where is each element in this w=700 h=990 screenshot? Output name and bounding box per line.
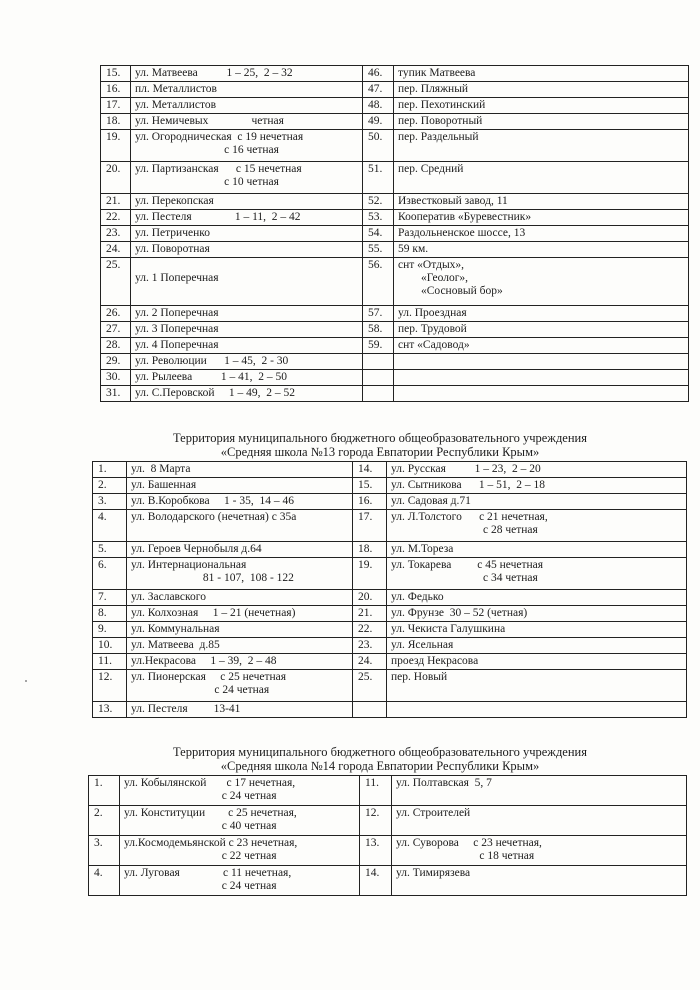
address-cell: ул. Немичевых четная <box>131 114 363 130</box>
row-number: 15. <box>353 478 387 494</box>
row-number: 6. <box>93 558 127 590</box>
address-cell: ул. Коммунальная <box>127 622 353 638</box>
address-cell: ул. Металлистов <box>131 98 363 114</box>
address-cell: ул. Проездная <box>394 306 689 322</box>
table-row <box>101 338 689 354</box>
address-cell: ул. Ясельная <box>387 638 687 654</box>
row-number: 14. <box>360 866 392 896</box>
address-cell: ул. Фрунзе 30 – 52 (четная) <box>387 606 687 622</box>
address-cell: ул.Космодемьянской с 23 нечетная, с 22 четная <box>120 836 360 866</box>
section-title-line-2: «Средняя школа №13 города Евпатории Республики Крым» <box>220 445 540 459</box>
section-title-line-1: Территория муниципального бюджетного общеобразовательного учреждения <box>173 431 587 445</box>
table-row <box>93 590 687 606</box>
table-row <box>93 622 687 638</box>
address-cell: пер. Пехотинский <box>394 98 689 114</box>
address-cell: ул. Матвеева 1 – 25, 2 – 32 <box>131 66 363 82</box>
row-number: 53. <box>363 210 394 226</box>
table-row <box>93 462 687 478</box>
row-number: 31. <box>101 386 131 402</box>
address-cell: ул. Л.Толстого с 21 нечетная, с 28 четная <box>387 510 687 542</box>
row-number: 47. <box>363 82 394 98</box>
row-number: 20. <box>101 162 131 194</box>
row-number: 27. <box>101 322 131 338</box>
row-number: 21. <box>353 606 387 622</box>
row-number: 24. <box>101 242 131 258</box>
address-cell: пл. Металлистов <box>131 82 363 98</box>
address-cell: ул. Интернациональная 81 - 107, 108 - 122 <box>127 558 353 590</box>
address-cell: тупик Матвеева <box>394 66 689 82</box>
address-cell: пер. Пляжный <box>394 82 689 98</box>
address-cell: снт «Садовод» <box>394 338 689 354</box>
address-cell: ул. Героев Чернобыля д.64 <box>127 542 353 558</box>
address-cell: пер. Поворотный <box>394 114 689 130</box>
table-row <box>89 836 687 866</box>
row-number: 58. <box>363 322 394 338</box>
address-cell: ул. Володарского (нечетная) с 35а <box>127 510 353 542</box>
address-cell: ул. Заславского <box>127 590 353 606</box>
table-row <box>93 670 687 702</box>
table-row <box>101 258 689 306</box>
row-number: 13. <box>360 836 392 866</box>
address-cell: ул. 2 Поперечная <box>131 306 363 322</box>
section-title-line-2: «Средняя школа №14 города Евпатории Республики Крым» <box>220 759 540 773</box>
table-row <box>101 386 689 402</box>
address-cell: пер. Трудовой <box>394 322 689 338</box>
table-row <box>101 162 689 194</box>
address-cell: ул. Рылеева 1 – 41, 2 – 50 <box>131 370 363 386</box>
row-number: 2. <box>93 478 127 494</box>
table-row <box>101 322 689 338</box>
row-number <box>363 386 394 402</box>
address-cell: ул. С.Перовской 1 – 49, 2 – 52 <box>131 386 363 402</box>
address-cell <box>394 386 689 402</box>
row-number: 10. <box>93 638 127 654</box>
row-number: 55. <box>363 242 394 258</box>
row-number: 15. <box>101 66 131 82</box>
address-cell: ул. Революции 1 – 45, 2 - 30 <box>131 354 363 370</box>
address-cell: ул. Поворотная <box>131 242 363 258</box>
address-cell: ул. Сытникова 1 – 51, 2 – 18 <box>387 478 687 494</box>
table-row <box>93 494 687 510</box>
address-cell: ул. Пестеля 1 – 11, 2 – 42 <box>131 210 363 226</box>
address-table-continued <box>100 65 689 402</box>
row-number: 4. <box>93 510 127 542</box>
address-cell: ул. Русская 1 – 23, 2 – 20 <box>387 462 687 478</box>
address-cell <box>394 354 689 370</box>
address-cell: Раздольненское шоссе, 13 <box>394 226 689 242</box>
scan-speck <box>25 680 27 682</box>
table-row <box>93 558 687 590</box>
row-number <box>363 370 394 386</box>
address-cell: снт «Отдых», «Геолог», «Сосновый бор» <box>394 258 689 306</box>
school-13-address-table <box>92 461 687 718</box>
table-row <box>89 776 687 806</box>
table-row <box>93 510 687 542</box>
table-row <box>101 354 689 370</box>
row-number: 48. <box>363 98 394 114</box>
row-number: 59. <box>363 338 394 354</box>
row-number: 5. <box>93 542 127 558</box>
address-cell: ул. Конституции с 25 нечетная, с 40 четная <box>120 806 360 836</box>
address-cell: ул. М.Тореза <box>387 542 687 558</box>
address-cell: ул.Некрасова 1 – 39, 2 – 48 <box>127 654 353 670</box>
table-row <box>93 702 687 718</box>
section-title-line-1: Территория муниципального бюджетного общеобразовательного учреждения <box>173 745 587 759</box>
row-number: 20. <box>353 590 387 606</box>
row-number: 49. <box>363 114 394 130</box>
table-row <box>101 114 689 130</box>
row-number: 56. <box>363 258 394 306</box>
address-cell: Известковый завод, 11 <box>394 194 689 210</box>
section-title-school-13 <box>90 431 670 459</box>
row-number: 2. <box>89 806 120 836</box>
row-number: 26. <box>101 306 131 322</box>
row-number: 7. <box>93 590 127 606</box>
address-cell: пер. Новый <box>387 670 687 702</box>
address-cell: ул. Колхозная 1 – 21 (нечетная) <box>127 606 353 622</box>
row-number: 46. <box>363 66 394 82</box>
address-cell: ул. Башенная <box>127 478 353 494</box>
row-number <box>363 354 394 370</box>
address-cell: ул. 1 Поперечная <box>131 258 363 306</box>
address-cell: пер. Раздельный <box>394 130 689 162</box>
address-cell <box>394 370 689 386</box>
address-cell: ул. Суворова с 23 нечетная, с 18 четная <box>392 836 687 866</box>
table-row <box>101 130 689 162</box>
row-number: 25. <box>101 258 131 306</box>
row-number: 21. <box>101 194 131 210</box>
row-number: 29. <box>101 354 131 370</box>
row-number: 11. <box>93 654 127 670</box>
address-cell: ул. Пионерская с 25 нечетная с 24 четная <box>127 670 353 702</box>
row-number: 17. <box>101 98 131 114</box>
row-number: 1. <box>89 776 120 806</box>
address-cell: проезд Некрасова <box>387 654 687 670</box>
address-cell: ул. 8 Марта <box>127 462 353 478</box>
row-number: 23. <box>353 638 387 654</box>
table-row <box>93 606 687 622</box>
row-number: 24. <box>353 654 387 670</box>
row-number: 30. <box>101 370 131 386</box>
row-number: 54. <box>363 226 394 242</box>
table-row <box>101 210 689 226</box>
row-number: 1. <box>93 462 127 478</box>
address-cell: ул. Кобылянской с 17 нечетная, с 24 четная <box>120 776 360 806</box>
table-row <box>89 866 687 896</box>
table-row <box>93 542 687 558</box>
table-row <box>93 654 687 670</box>
address-cell: ул. Федько <box>387 590 687 606</box>
row-number: 12. <box>360 806 392 836</box>
table-row <box>93 478 687 494</box>
row-number: 17. <box>353 510 387 542</box>
address-cell: ул. Токарева с 45 нечетная с 34 четная <box>387 558 687 590</box>
table-row <box>101 66 689 82</box>
address-cell: ул. Луговая с 11 нечетная, с 24 четная <box>120 866 360 896</box>
address-cell: пер. Средний <box>394 162 689 194</box>
row-number: 8. <box>93 606 127 622</box>
row-number: 3. <box>93 494 127 510</box>
address-cell: ул. В.Коробкова 1 - 35, 14 – 46 <box>127 494 353 510</box>
table-row <box>93 638 687 654</box>
row-number: 19. <box>101 130 131 162</box>
row-number: 51. <box>363 162 394 194</box>
table-row <box>101 82 689 98</box>
row-number: 50. <box>363 130 394 162</box>
row-number: 18. <box>353 542 387 558</box>
table-row <box>101 194 689 210</box>
address-cell: 59 км. <box>394 242 689 258</box>
row-number: 12. <box>93 670 127 702</box>
row-number: 18. <box>101 114 131 130</box>
school-14-address-table <box>88 775 687 896</box>
row-number: 16. <box>101 82 131 98</box>
row-number <box>353 702 387 718</box>
address-cell: ул. Петриченко <box>131 226 363 242</box>
address-cell: ул. Огородническая с 19 нечетная с 16 четная <box>131 130 363 162</box>
row-number: 23. <box>101 226 131 242</box>
address-cell: ул. Полтавская 5, 7 <box>392 776 687 806</box>
address-cell: ул. Чекиста Галушкина <box>387 622 687 638</box>
row-number: 22. <box>353 622 387 638</box>
address-cell: ул. Садовая д.71 <box>387 494 687 510</box>
address-cell: ул. 4 Поперечная <box>131 338 363 354</box>
address-cell: ул. Тимирязева <box>392 866 687 896</box>
row-number: 4. <box>89 866 120 896</box>
address-cell: Кооператив «Буревестник» <box>394 210 689 226</box>
row-number: 16. <box>353 494 387 510</box>
row-number: 11. <box>360 776 392 806</box>
address-cell: ул. Строителей <box>392 806 687 836</box>
address-cell: ул. Пестеля 13-41 <box>127 702 353 718</box>
table-row <box>89 806 687 836</box>
address-cell: ул. Перекопская <box>131 194 363 210</box>
row-number: 14. <box>353 462 387 478</box>
table-row <box>101 98 689 114</box>
row-number: 52. <box>363 194 394 210</box>
row-number: 9. <box>93 622 127 638</box>
row-number: 28. <box>101 338 131 354</box>
row-number: 19. <box>353 558 387 590</box>
row-number: 22. <box>101 210 131 226</box>
table-row <box>101 242 689 258</box>
section-title-school-14 <box>90 745 670 773</box>
row-number: 57. <box>363 306 394 322</box>
row-number: 3. <box>89 836 120 866</box>
address-cell: ул. Партизанская с 15 нечетная с 10 четная <box>131 162 363 194</box>
table-row <box>101 226 689 242</box>
table-row <box>101 306 689 322</box>
address-cell <box>387 702 687 718</box>
address-cell: ул. 3 Поперечная <box>131 322 363 338</box>
row-number: 13. <box>93 702 127 718</box>
address-cell: ул. Матвеева д.85 <box>127 638 353 654</box>
row-number: 25. <box>353 670 387 702</box>
table-row <box>101 370 689 386</box>
